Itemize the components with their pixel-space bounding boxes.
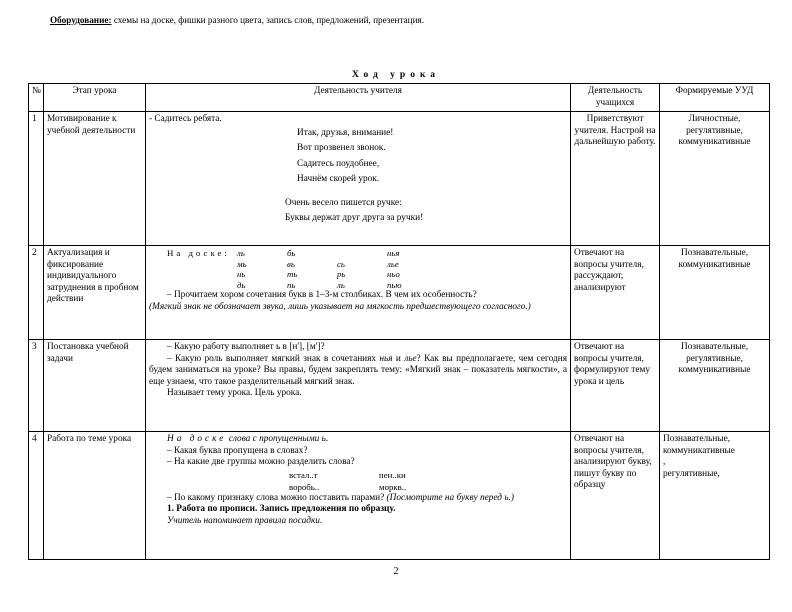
row-teacher	[146, 432, 571, 560]
board-label: На доске:	[167, 248, 230, 258]
row-uud: Познавательные, коммуникативные	[660, 246, 770, 340]
board-cell: мь	[237, 258, 247, 269]
row-teacher	[146, 112, 571, 246]
board-cell: нья	[387, 248, 400, 258]
teacher-note: (Посмотрите на букву перед ь.)	[384, 492, 514, 503]
poem-line: Буквы держат друг друга за ручки!	[285, 213, 424, 223]
word: встал..т	[289, 469, 318, 480]
header-uud: Формируемые УУД	[660, 84, 770, 112]
row-stage: Работа по теме урока	[44, 432, 146, 560]
combo-nya: нья	[379, 353, 393, 364]
text-part: ? Как вы предполагаете, чем сегодня будем заниматься на уроке? Вы правы, будем закреплять тему: «Мягкий знак – показатель мягкости», а еще узнаем, что такое разделительный мягкий знак.	[149, 353, 567, 387]
table-header-row	[29, 84, 770, 112]
word: пен..ки	[379, 469, 406, 480]
page-number: 2	[393, 566, 399, 577]
text-part: – Какую роль выполняет мягкий знак в сочетаниях	[167, 353, 380, 364]
teacher-question: – Какая буква пропущена в словах?	[167, 445, 308, 456]
board-cell: нь	[237, 269, 246, 279]
row-uud	[660, 432, 770, 560]
row-teacher	[146, 246, 571, 340]
row-students: Отвечают на вопросы учителя, формулируют тему урока и цель	[571, 340, 660, 432]
teacher-action: Называет тему урока. Цель урока.	[167, 388, 302, 398]
row-num: 3	[29, 340, 44, 432]
text-part: – По какому признаку слова можно поставить парами?	[167, 492, 385, 503]
poem-line: Очень весело пишется ручке:	[285, 197, 402, 208]
board-cell: ль	[337, 279, 345, 290]
board-cell: сь	[337, 258, 345, 269]
row-uud: Познавательные, регулятивные, коммуникативные	[660, 340, 770, 432]
board-cell: рь	[337, 269, 346, 279]
board-grid	[149, 248, 567, 290]
course-title: Ход урока	[351, 70, 441, 80]
board-cell: вь	[287, 258, 295, 269]
header-students: Деятельность учащихся	[571, 84, 660, 112]
row-num: 1	[29, 112, 44, 246]
teacher-note: (Мягкий знак не обозначает звука, лишь указывает на мягкость предшествующего согласного.)	[149, 301, 531, 312]
teacher-action: Учитель напоминает правила посадки.	[167, 515, 323, 526]
teacher-question	[149, 493, 567, 505]
row-num: 2	[29, 246, 44, 340]
uud-line: Познавательные, коммуникативные	[663, 434, 735, 456]
row-stage: Актуализация и фиксирование индивидуального затруднения в пробном действии	[44, 246, 146, 340]
table-row	[29, 432, 770, 560]
table-row	[29, 340, 770, 432]
word: моркв..	[379, 481, 407, 492]
row-students: Отвечают на вопросы учителя, анализируют букву, пишут букву по образцу	[571, 432, 660, 560]
poem-1	[297, 128, 567, 186]
row-stage: Мотивирование к учебной деятельности	[44, 112, 146, 246]
table-row	[29, 112, 770, 246]
board-cell: бь	[287, 248, 296, 258]
header-stage: Этап урока	[44, 84, 146, 112]
header-teacher: Деятельность учителя	[146, 84, 571, 112]
poem-line: Садитесь поудобнее,	[297, 158, 380, 169]
row-stage: Постановка учебной задачи	[44, 340, 146, 432]
equipment-text: схемы на доске, фишки разного цвета, запись слов, предложений, презентация.	[111, 15, 425, 25]
row-students: Отвечают на вопросы учителя, рассуждают, анализируют	[571, 246, 660, 340]
teacher-question: – Прочитаем хором сочетания букв в 1–3-м столбиках. В чем их особенность?	[167, 290, 477, 300]
uud-line: ,	[663, 457, 666, 467]
combo-lye: лье	[404, 353, 417, 364]
board-heading	[149, 434, 567, 446]
board-cell: ньо	[387, 269, 400, 279]
teacher-intro: - Садитесь ребята.	[149, 114, 222, 124]
board-cell: ль	[237, 248, 245, 258]
poem-line: Начнём скорей урок.	[297, 174, 380, 184]
poem-2	[285, 198, 567, 225]
row-students: Приветствуют учителя. Настрой на дальнейшую работу.	[571, 112, 660, 246]
board-label-rest: слова с пропущенными ь.	[226, 434, 329, 444]
words-grid	[289, 469, 469, 493]
board-cell: пью	[387, 279, 402, 290]
board-cell: пь	[287, 279, 296, 290]
text-part: и	[392, 353, 405, 364]
row-uud: Личностные, регулятивные, коммуникативные	[660, 112, 770, 246]
row-num: 4	[29, 432, 44, 560]
board-cell: ть	[287, 269, 298, 279]
equipment-line	[50, 15, 424, 25]
board-label: На доске	[167, 434, 227, 444]
teacher-question	[149, 354, 567, 389]
row-teacher	[146, 340, 571, 432]
task-title: 1. Работа по прописи. Запись предложения по образцу.	[167, 504, 396, 514]
uud-line: регулятивные,	[663, 468, 720, 479]
teacher-question: – Какую работу выполняет ь в [н'], [м']?	[167, 342, 325, 352]
board-cell: лье	[387, 258, 399, 269]
poem-line: Вот прозвенел звонок.	[297, 143, 386, 153]
table-row	[29, 246, 770, 340]
board-cell: дь	[237, 279, 246, 290]
poem-line: Итак, друзья, внимание!	[297, 127, 394, 138]
teacher-question: – На какие две группы можно разделить слова?	[167, 457, 355, 467]
header-num: №	[29, 84, 44, 112]
equipment-label: Оборудование:	[50, 15, 112, 25]
word: воробь..	[289, 481, 320, 492]
lesson-table	[28, 83, 770, 560]
